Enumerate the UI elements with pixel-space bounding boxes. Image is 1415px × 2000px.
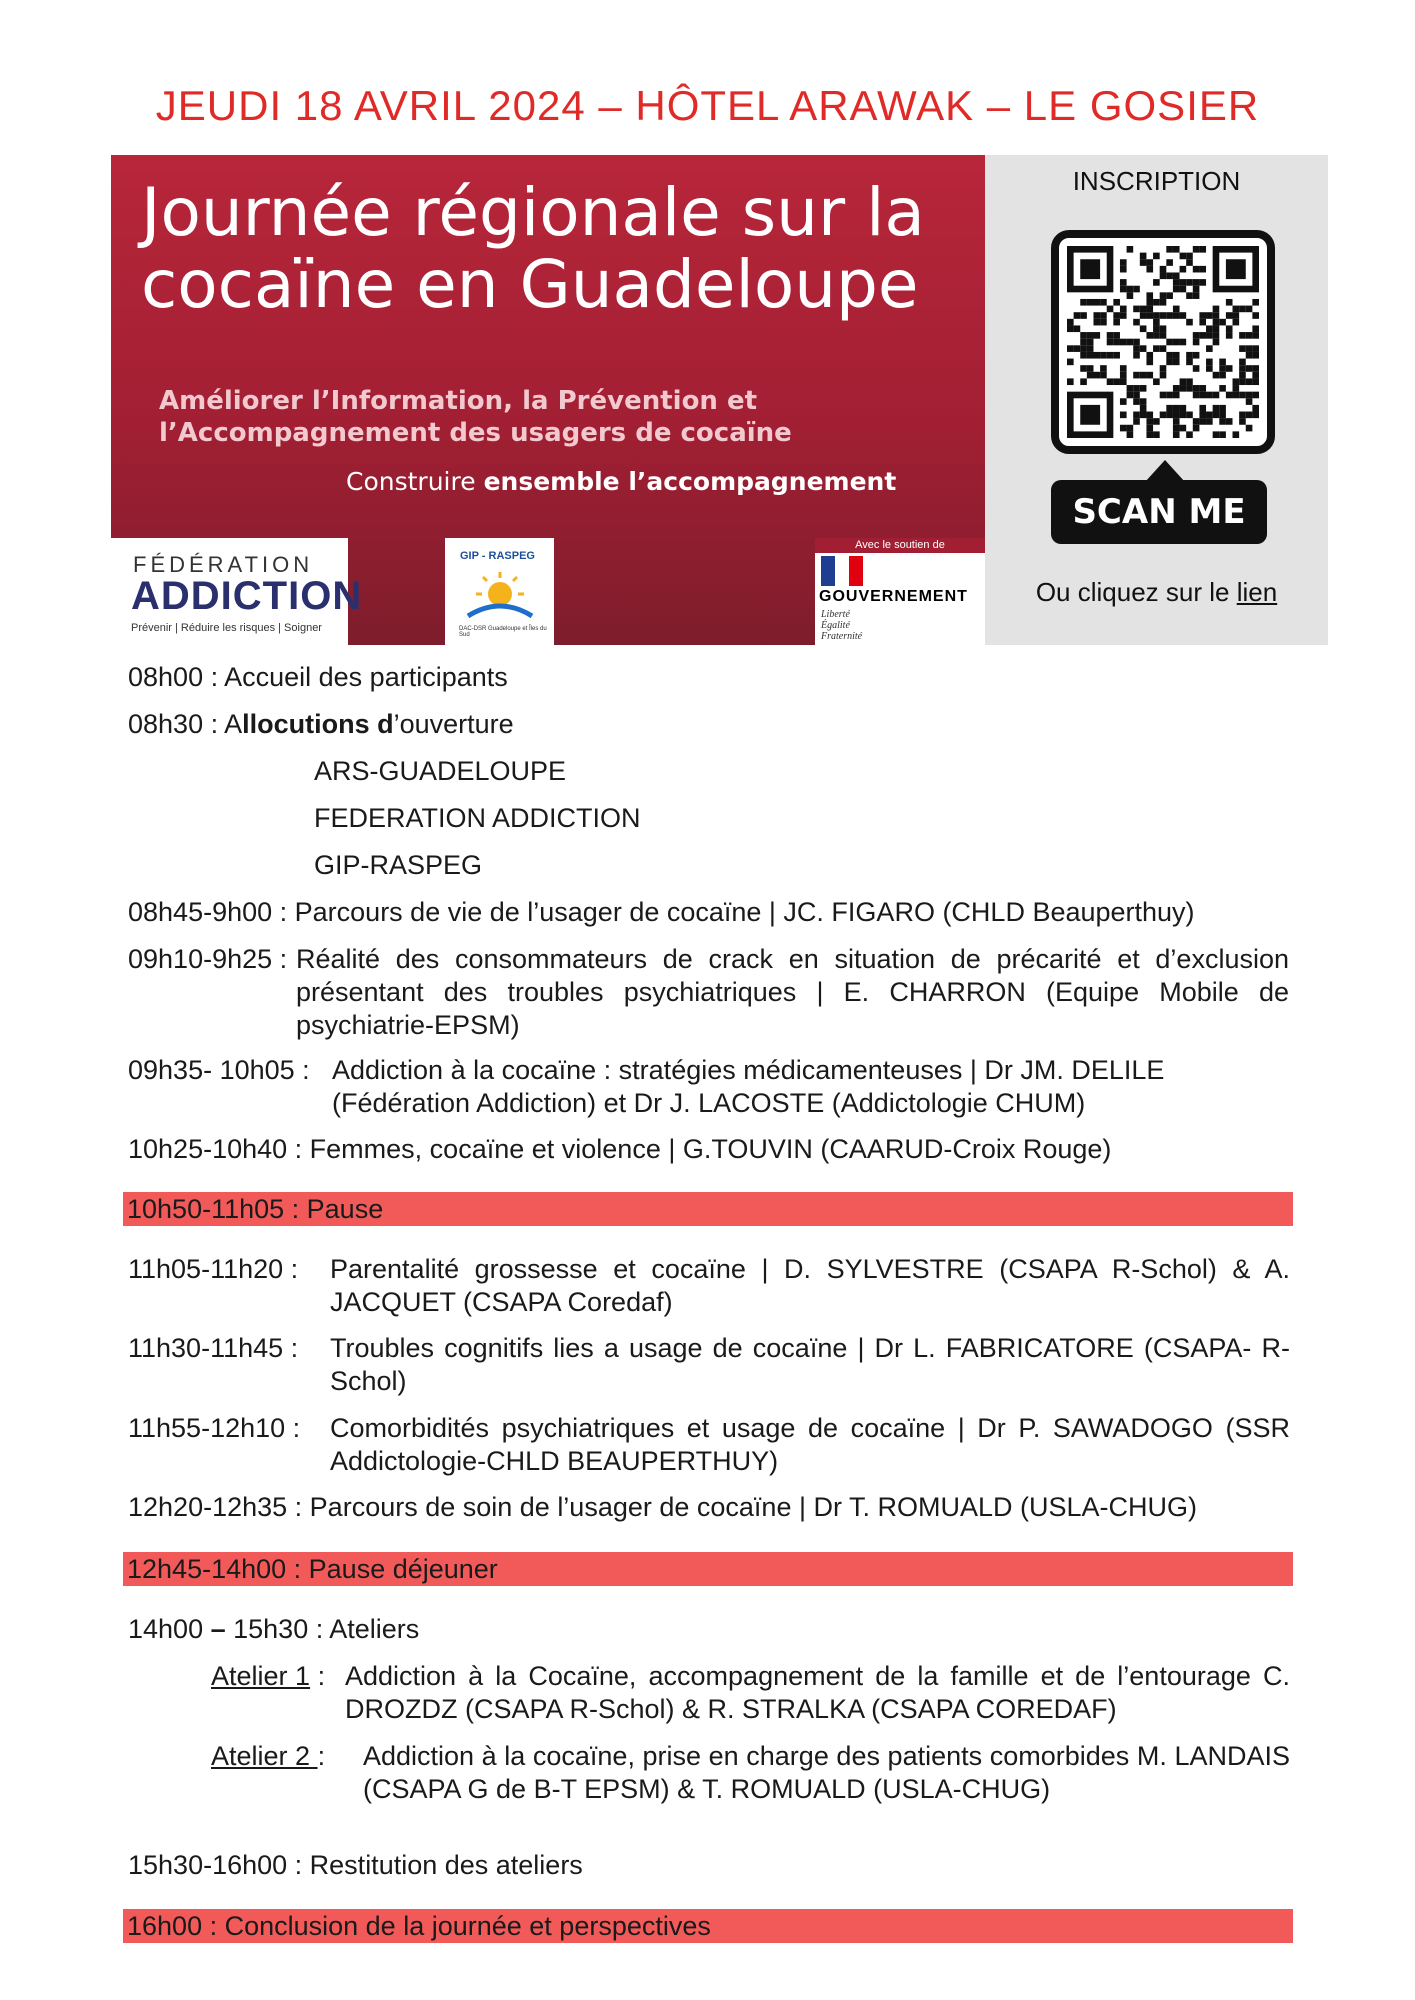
gip-logo-text: GIP - RASPEG xyxy=(460,550,535,562)
inscription-panel xyxy=(985,155,1328,645)
program-item-femmes xyxy=(128,1133,1111,1166)
program-item-parcours-vie xyxy=(128,896,1195,929)
gov-motto xyxy=(821,609,862,642)
scan-arrow-icon xyxy=(1145,460,1185,482)
program-text: Accueil des participants xyxy=(224,662,508,692)
program-text: ’ouverture xyxy=(393,709,514,739)
program-text: Ateliers xyxy=(329,1614,420,1644)
gip-raspeg-logo xyxy=(445,538,554,645)
atelier-1-text: Addiction à la Cocaïne, accompagnement de la famille et de l’entourage C. DROZDZ (CSAPA R-Schol) & R. STRALKA (CSAPA COREDAF) xyxy=(345,1661,1290,1724)
program-text-crack: Réalité des consommateurs de crack en situation de précarité et d’exclusion présentant des troubles psychiatriques | E. CHARRON (Equipe Mobile de psychiatrie-EPSM) xyxy=(296,944,1289,1040)
program-time: 08h00 : xyxy=(128,662,225,692)
federation-logo-main: ADDICTION xyxy=(131,574,363,618)
banner-title-line2: cocaïne en Guadeloupe xyxy=(141,246,919,323)
program-time: 08h30 : A xyxy=(128,709,243,739)
marianne-flag-icon xyxy=(821,556,873,586)
program-text-comorbidites: Comorbidités psychiatriques et usage de cocaïne | Dr P. SAWADOGO (SSR Addictologie-CHLD BEAUPERTHUY) xyxy=(330,1413,1290,1476)
gov-name: GOUVERNEMENT xyxy=(819,588,968,605)
program-text-troubles: Troubles cognitifs lies a usage de cocaïne | Dr L. FABRICATORE (CSAPA- R-Schol) xyxy=(330,1333,1290,1396)
gov-support-label: Avec le soutien de xyxy=(815,538,985,553)
program-text: Femmes, cocaïne et violence | G.TOUVIN (CAARUD-Croix Rouge) xyxy=(309,1134,1112,1164)
program-time: 12h20-12h35 : xyxy=(128,1492,310,1522)
atelier-2-label: Atelier 2 xyxy=(211,1741,318,1771)
pause-bar: 10h50-11h05 : Pause xyxy=(123,1192,1293,1226)
atelier-1-sep: : xyxy=(310,1661,326,1691)
gip-logo-footer: DAC-DSR Guadeloupe et Îles du Sud xyxy=(459,626,547,638)
program-time-dash: – xyxy=(210,1614,226,1644)
inscription-link[interactable]: lien xyxy=(1236,577,1278,607)
banner-tagline xyxy=(346,467,896,496)
program-text: Parcours de soin de l’usager de cocaïne | Dr T. ROMUALD (USLA-CHUG) xyxy=(309,1492,1198,1522)
federation-logo-top: FÉDÉRATION xyxy=(133,552,314,577)
tagline-bold: ensemble l’accompagnement xyxy=(483,467,897,496)
inscription-link-prefix: Ou cliquez sur le xyxy=(1035,577,1237,607)
program-time-end: 15h30 : xyxy=(225,1614,330,1644)
program-time: 10h25-10h40 : xyxy=(128,1134,310,1164)
gov-motto-2: Égalité xyxy=(821,620,850,631)
inscription-link-line xyxy=(985,577,1328,608)
atelier-1-label-wrap xyxy=(211,1660,325,1693)
program-item-parcours-soin xyxy=(128,1491,1197,1524)
event-banner xyxy=(111,155,985,645)
program-item-ateliers xyxy=(128,1613,419,1646)
scan-me-button[interactable]: SCAN ME xyxy=(1051,480,1267,544)
program-text: Parcours de vie de l’usager de cocaïne | JC. FIGARO (CHLD Beauperthuy) xyxy=(294,897,1195,927)
gov-motto-3: Fraternité xyxy=(821,631,863,642)
federation-addiction-logo xyxy=(111,538,363,645)
banner-title-line1: Journée régionale sur la xyxy=(141,174,925,251)
program-time-medicaments: 09h35- 10h05 : xyxy=(128,1055,310,1085)
opener-ars: ARS-GUADELOUPE xyxy=(314,756,567,786)
atelier-2-text: Addiction à la cocaïne, prise en charge des patients comorbides M. LANDAIS (CSAPA G de B-T EPSM) & T. ROMUALD (USLA-CHUG) xyxy=(363,1741,1290,1804)
lunch-pause-bar: 12h45-14h00 : Pause déjeuner xyxy=(123,1552,1293,1586)
banner-title xyxy=(141,174,981,323)
inscription-label: INSCRIPTION xyxy=(1072,166,1241,196)
program-time-parentalite: 11h05-11h20 : xyxy=(128,1254,299,1284)
opener-federation: FEDERATION ADDICTION xyxy=(314,803,641,833)
banner-subtitle-line2: l’Accompagnement des usagers de cocaïne xyxy=(159,418,792,448)
program-item-restitution xyxy=(128,1849,583,1882)
qr-code-icon xyxy=(1067,246,1259,438)
program-time-comorbidites: 11h55-12h10 : xyxy=(128,1413,301,1443)
tagline-regular: Construire xyxy=(346,467,484,496)
program-text-parentalite: Parentalité grossesse et cocaïne | D. SYLVESTRE (CSAPA R-Schol) & A. JACQUET (CSAPA Coredaf) xyxy=(330,1254,1290,1317)
banner-subtitle-line1: Améliorer l’Information, la Prévention et xyxy=(159,386,758,416)
program-text-bold: llocutions d xyxy=(242,709,394,739)
program-time: 08h45-9h00 : xyxy=(128,897,295,927)
program-text: Restitution des ateliers xyxy=(309,1850,583,1880)
program-item-allocutions xyxy=(128,708,514,741)
gouvernement-logo xyxy=(815,538,985,645)
program-item-accueil xyxy=(128,661,508,694)
program-time-troubles: 11h30-11h45 : xyxy=(128,1333,299,1363)
federation-logo-tagline: Prévenir | Réduire les risques | Soigner xyxy=(131,622,322,634)
event-date-venue: JEUDI 18 AVRIL 2024 – HÔTEL ARAWAK – LE GOSIER xyxy=(155,82,1260,129)
closing-bar: 16h00 : Conclusion de la journée et perspectives xyxy=(123,1909,1293,1943)
program-time-crack: 09h10-9h25 : xyxy=(128,944,288,974)
program-time-start: 14h00 xyxy=(128,1614,211,1644)
atelier-1-label: Atelier 1 xyxy=(211,1661,311,1691)
program-time: 15h30-16h00 : xyxy=(128,1850,310,1880)
qr-code[interactable] xyxy=(1051,230,1275,454)
gip-sun-icon xyxy=(460,566,540,626)
program-text-medicaments: Addiction à la cocaïne : stratégies médicamenteuses | Dr JM. DELILE (Fédération Addiction) et Dr J. LACOSTE (Addictologie CHUM) xyxy=(332,1055,1165,1118)
gov-motto-1: Liberté xyxy=(821,609,850,620)
opener-gip: GIP-RASPEG xyxy=(314,850,483,880)
atelier-2-sep: : xyxy=(317,1741,326,1771)
banner-subtitle xyxy=(159,385,919,449)
atelier-2-label-wrap xyxy=(211,1740,325,1773)
